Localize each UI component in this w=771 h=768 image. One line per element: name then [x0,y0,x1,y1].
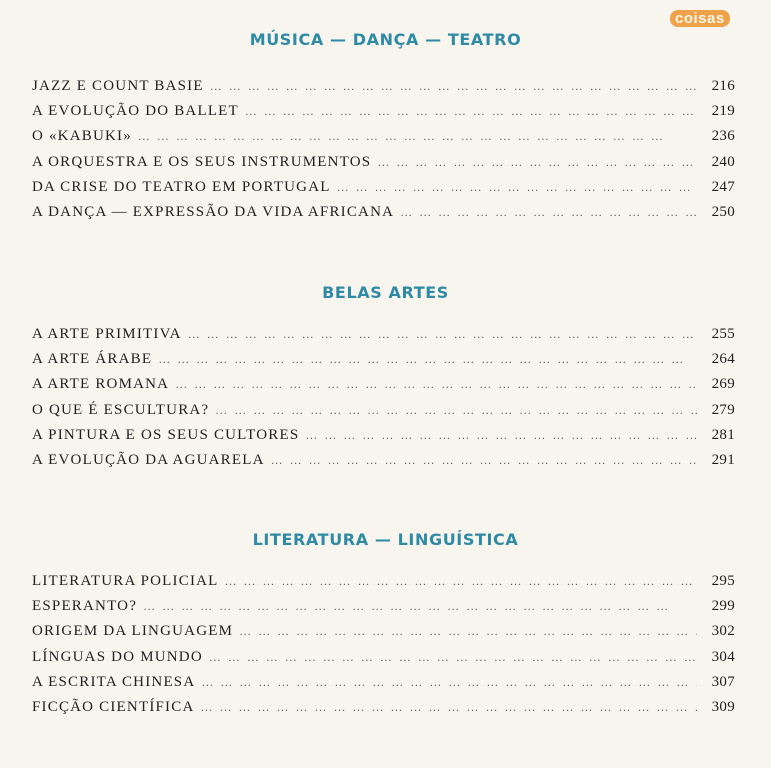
entry-title: A ESCRITA CHINESA [32,673,196,690]
entry-page-number: 250 [711,203,735,220]
entry-page-number: 291 [711,451,735,468]
entry-page-number: 281 [711,426,735,443]
section-title-musica: MÚSICA — DANÇA — TEATRO [249,30,522,49]
entry-title: A DANÇA — EXPRESSÃO DA VIDA AFRICANA [32,203,395,220]
toc-entry [32,154,735,179]
toc-entry [32,402,735,427]
entry-page-number: 309 [711,698,735,715]
dot-leader [305,428,697,443]
entry-title: A ARTE ROMANA [32,376,170,393]
dot-leader [215,403,697,418]
toc-entry [32,326,735,351]
entry-title: ESPERANTO? [32,598,138,615]
entry-title: A EVOLUÇÃO DA AGUARELA [32,451,265,468]
entry-title: A ARTE PRIMITIVA [32,326,182,342]
entry-page-number: 302 [711,623,735,640]
toc-entry [32,179,735,204]
entry-page-number: 219 [711,103,735,120]
entry-title: A ORQUESTRA E OS SEUS INSTRUMENTOS [32,153,372,170]
entry-page-number: 299 [711,598,735,615]
dot-leader [239,624,697,639]
dot-leader [158,352,697,367]
dot-leader [337,180,697,195]
section-entries-belas-artes [32,326,735,477]
entry-page-number: 247 [711,178,735,195]
entry-title: FICÇÃO CIENTÍFICA [32,698,195,715]
entry-page-number: 240 [711,153,735,170]
toc-entry [32,78,735,103]
section-title-belas-artes: BELAS ARTES [322,283,449,302]
toc-entry [32,351,735,376]
dot-leader [245,104,697,119]
toc-entry [32,674,735,699]
entry-page-number: 304 [711,648,735,665]
entry-title: JAZZ E COUNT BASIE [32,78,204,94]
entry-title: A PINTURA E OS SEUS CULTORES [32,426,300,443]
entry-title: A ARTE ÁRABE [32,351,153,368]
toc-entry [32,376,735,401]
dot-leader [377,155,697,170]
toc-entry [32,128,735,153]
dot-leader [188,327,697,342]
entry-page-number: 236 [711,128,735,145]
section-entries-musica [32,78,735,229]
section-title-literatura: LITERATURA — LINGUÍSTICA [252,530,519,549]
entry-title: A EVOLUÇÃO DO BALLET [32,103,239,120]
toc-entry [32,204,735,229]
entry-page-number: 295 [711,573,735,589]
toc-entry [32,623,735,648]
dot-leader [138,129,697,144]
dot-leader [201,675,697,690]
dot-leader [210,79,697,94]
dot-leader [400,205,697,220]
entry-title: DA CRISE DO TEATRO EM PORTUGAL [32,178,331,195]
section-entries-literatura [32,573,735,724]
toc-entry [32,103,735,128]
toc-entry [32,427,735,452]
dot-leader [225,574,697,589]
toc-entry [32,699,735,724]
entry-title: LÍNGUAS DO MUNDO [32,648,203,665]
toc-entry [32,452,735,477]
entry-title: O QUE É ESCULTURA? [32,401,210,418]
entry-page-number: 269 [711,376,735,393]
toc-entry [32,598,735,623]
toc-entry [32,573,735,598]
entry-page-number: 307 [711,673,735,690]
toc-entry [32,649,735,674]
dot-leader [271,453,697,468]
coisas-logo: coisas [670,10,730,27]
entry-page-number: 255 [711,326,735,342]
dot-leader [175,377,697,392]
entry-page-number: 264 [711,351,735,368]
entry-title: O «KABUKI» [32,128,132,145]
dot-leader [143,599,697,614]
entry-page-number: 279 [711,401,735,418]
entry-title: ORIGEM DA LINGUAGEM [32,623,234,640]
entry-title: LITERATURA POLICIAL [32,573,219,589]
dot-leader [201,700,698,715]
entry-page-number: 216 [711,78,735,94]
dot-leader [209,650,697,665]
